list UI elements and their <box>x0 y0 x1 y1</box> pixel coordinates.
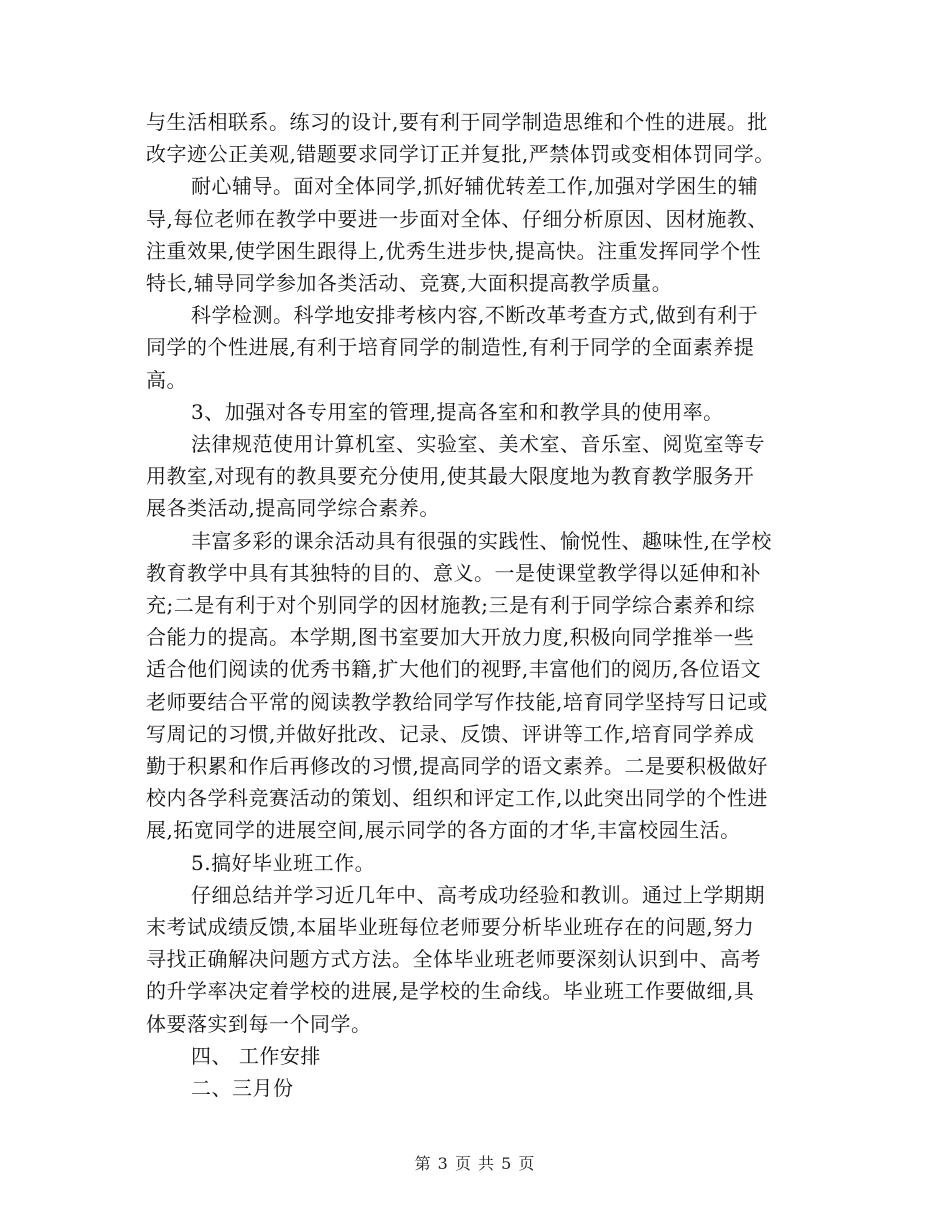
section-heading: 四、 工作安排 <box>191 1043 321 1068</box>
text-line: 同学的个性进展,有利于培育同学的制造性,有利于同学的全面素养提 <box>146 335 755 360</box>
text-line: 寻找正确解决问题方式方法。全体毕业班老师要深刻认识到中、高考 <box>146 947 761 972</box>
text-line: 与生活相联系。练习的设计,要有利于同学制造思维和个性的进展。批 <box>146 110 768 134</box>
text-line: 体要落实到每一个同学。 <box>146 1011 372 1036</box>
text-line: 展,拓宽同学的进展空间,展示同学的各方面的才华,丰富校园生活。 <box>146 818 741 843</box>
text-line: 法律规范使用计算机室、实验室、美术室、音乐室、阅览室等专 <box>191 432 765 457</box>
text-line: 适合他们阅读的优秀书籍,扩大他们的视野,丰富他们的阅历,各位语文 <box>146 657 762 682</box>
section-heading: 5.搞好毕业班工作。 <box>191 850 376 875</box>
section-heading: 3、加强对各专用室的管理,提高各室和和教学具的使用率。 <box>191 399 724 424</box>
text-line: 合能力的提高。本学期,图书室要加大开放力度,积极向同学推举一些 <box>146 625 755 650</box>
text-line: 校内各学科竞赛活动的策划、组织和评定工作,以此突出同学的个性进 <box>146 786 768 811</box>
text-line: 耐心辅导。面对全体同学,抓好辅优转差工作,加强对学困生的辅 <box>191 174 759 199</box>
text-line: 改字迹公正美观,错题要求同学订正并复批,严禁体罚或变相体罚同学。 <box>146 142 775 167</box>
text-line: 教育教学中具有其独特的目的、意义。一是使课堂教学得以延伸和补 <box>146 560 761 585</box>
text-line: 展各类活动,提高同学综合素养。 <box>146 496 440 521</box>
text-line: 末考试成绩反馈,本届毕业班每位老师要分析毕业班存在的问题,努力 <box>146 915 755 940</box>
text-line: 丰富多彩的课余活动具有很强的实践性、愉悦性、趣味性,在学校 <box>191 528 772 553</box>
text-line: 充;二是有利于对个别同学的因材施教;三是有利于同学综合素养和综 <box>146 593 755 618</box>
text-line: 仔细总结并学习近几年中、高考成功经验和教训。通过上学期期 <box>191 882 765 907</box>
text-line: 的升学率决定着学校的进展,是学校的生命线。毕业班工作要做细,具 <box>146 979 755 1004</box>
section-heading: 二、三月份 <box>191 1076 294 1101</box>
text-line: 写周记的习惯,并做好批改、记录、反馈、评讲等工作,培育同学养成 <box>146 721 755 746</box>
text-line: 特长,辅导同学参加各类活动、竞赛,大面积提高教学质量。 <box>146 271 673 296</box>
text-line: 老师要结合平常的阅读教学教给同学写作技能,培育同学坚持写日记或 <box>146 689 768 714</box>
text-line: 用教室,对现有的教具要充分使用,使其最大限度地为教育教学服务开 <box>146 464 755 489</box>
text-line: 高。 <box>146 367 187 392</box>
text-line: 注重效果,使学困生跟得上,优秀生进步快,提高快。注重发挥同学个性 <box>146 238 762 263</box>
page-number: 第 3 页 共 5 页 <box>414 1154 536 1173</box>
text-line: 科学检测。科学地安排考核内容,不断改革考查方式,做到有利于 <box>191 303 759 328</box>
text-line: 勤于积累和作后再修改的习惯,提高同学的语文素养。二是要积极做好 <box>146 754 768 779</box>
text-line: 导,每位老师在教学中要进一步面对全体、仔细分析原因、因材施教、 <box>146 206 768 231</box>
document-body <box>146 106 806 1104</box>
